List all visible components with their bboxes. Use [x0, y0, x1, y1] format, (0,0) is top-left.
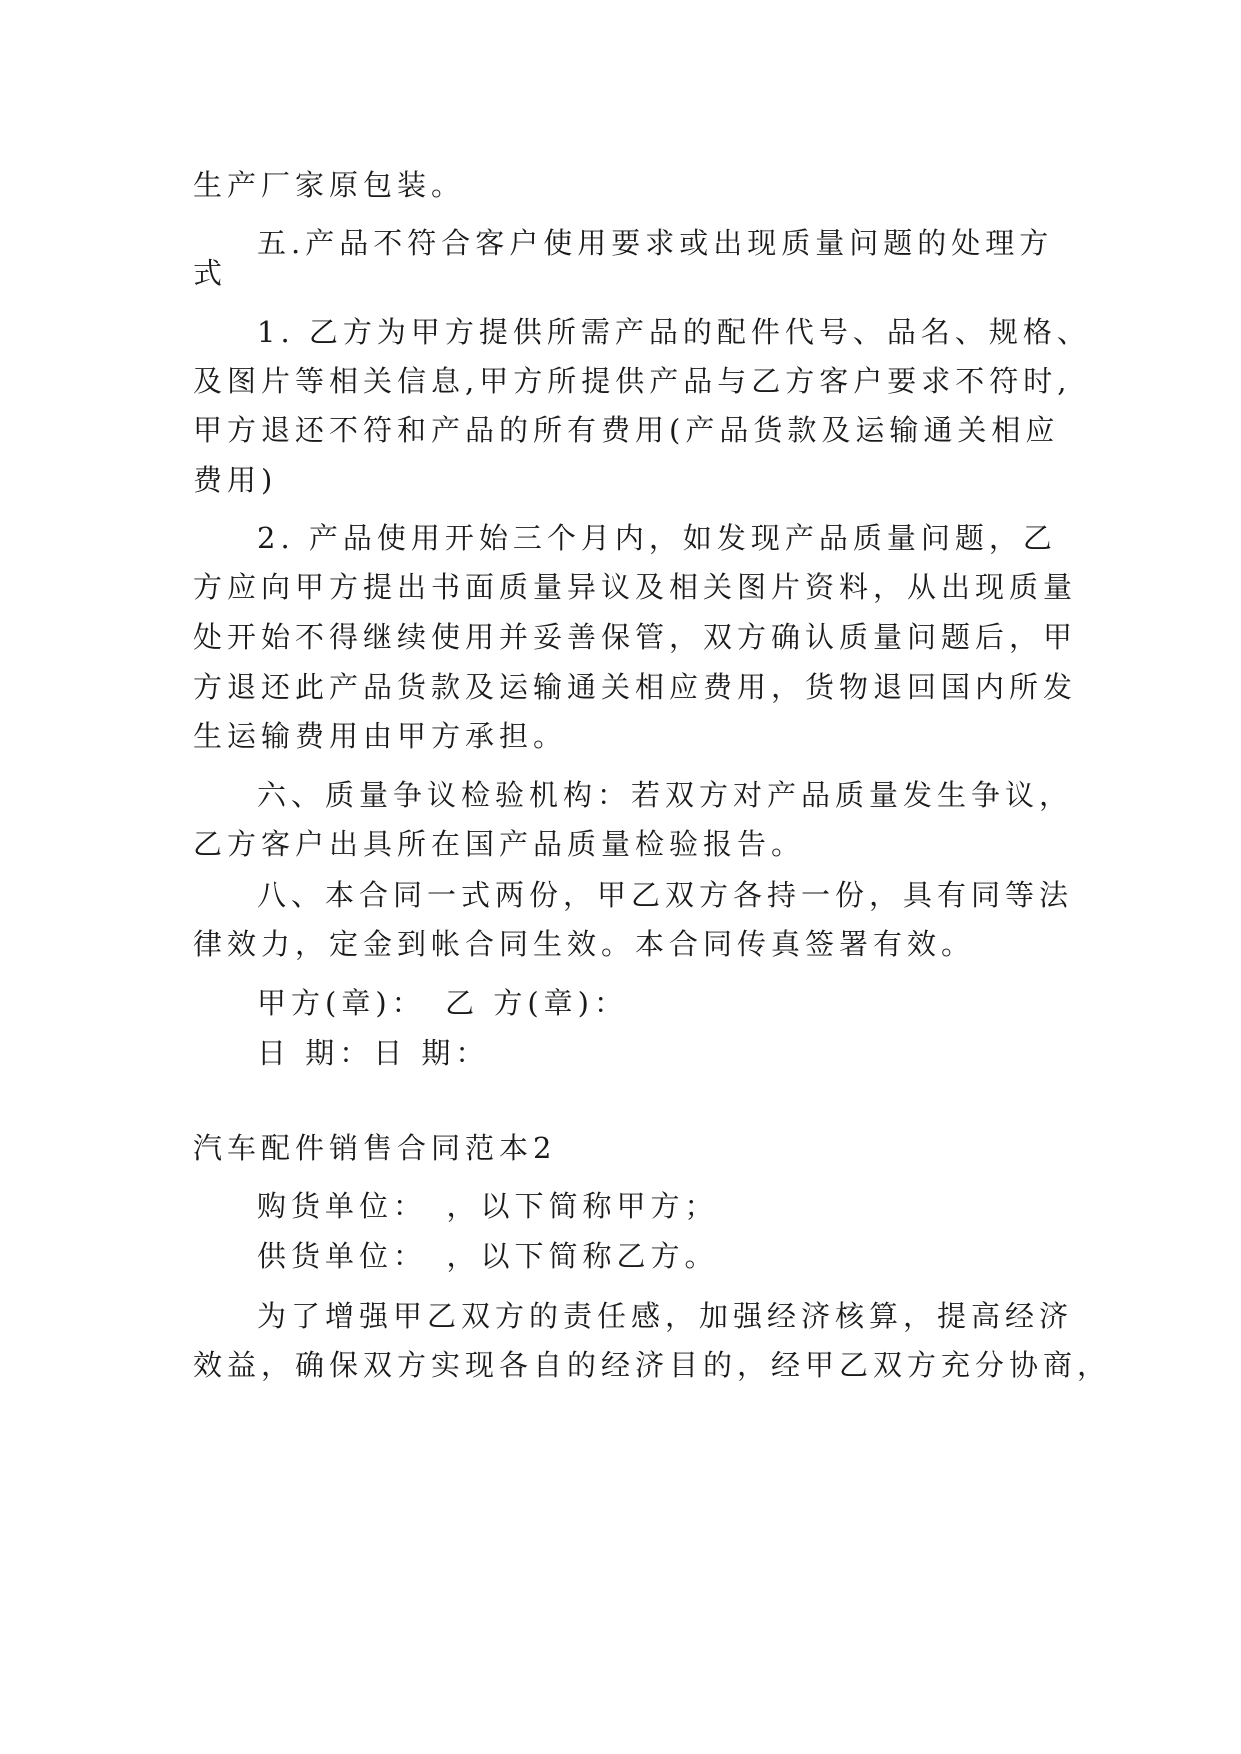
supplier-line: 供货单位： ，以下简称乙方。 — [257, 1239, 719, 1273]
clause-2-line: 方应向甲方提出书面质量异议及相关图片资料，从出现质量 — [193, 570, 1078, 604]
signature-line: 甲方(章)： 乙 方(章)： — [257, 986, 628, 1020]
date-line: 日 期：日 期： — [257, 1036, 490, 1070]
text-line: 式 — [193, 256, 228, 290]
text-line: 生产厂家原包装。 — [193, 168, 466, 202]
clause-2-line: 2. 产品使用开始三个月内，如发现产品质量问题，乙 — [257, 521, 1057, 555]
preamble-line: 为了增强甲乙双方的责任感，加强经济核算，提高经济 — [257, 1299, 1074, 1333]
clause-2-line: 生运输费用由甲方承担。 — [193, 719, 568, 753]
clause-2-line: 方退还此产品货款及运输通关相应费用，货物退回国内所发 — [193, 670, 1078, 704]
clause-1-line: 费用) — [193, 463, 278, 497]
clause-2-line: 处开始不得继续使用并妥善保管，双方确认质量问题后，甲 — [193, 620, 1078, 654]
text-line: 律效力，定金到帐合同生效。本合同传真签署有效。 — [193, 927, 976, 961]
section-heading-6: 六、质量争议检验机构：若双方对产品质量发生争议， — [257, 778, 1074, 812]
section-heading-5: 五.产品不符合客户使用要求或出现质量问题的处理方 — [257, 226, 1054, 260]
document-title: 汽车配件销售合同范本2 — [193, 1131, 557, 1165]
clause-1-line: 甲方退还不符和产品的所有费用(产品货款及运输通关相应 — [193, 413, 1060, 447]
section-heading-8: 八、本合同一式两份，甲乙双方各持一份，具有同等法 — [257, 878, 1074, 912]
clause-1-line: 1. 乙方为甲方提供所需产品的配件代号、品名、规格、 — [257, 315, 1091, 349]
buyer-line: 购货单位： ，以下简称甲方； — [257, 1189, 719, 1223]
clause-1-line: 及图片等相关信息,甲方所提供产品与乙方客户要求不符时, — [193, 364, 1072, 398]
preamble-line: 效益，确保双方实现各自的经济目的，经甲乙双方充分协商， — [193, 1348, 1112, 1382]
text-line: 乙方客户出具所在国产品质量检验报告。 — [193, 827, 806, 861]
